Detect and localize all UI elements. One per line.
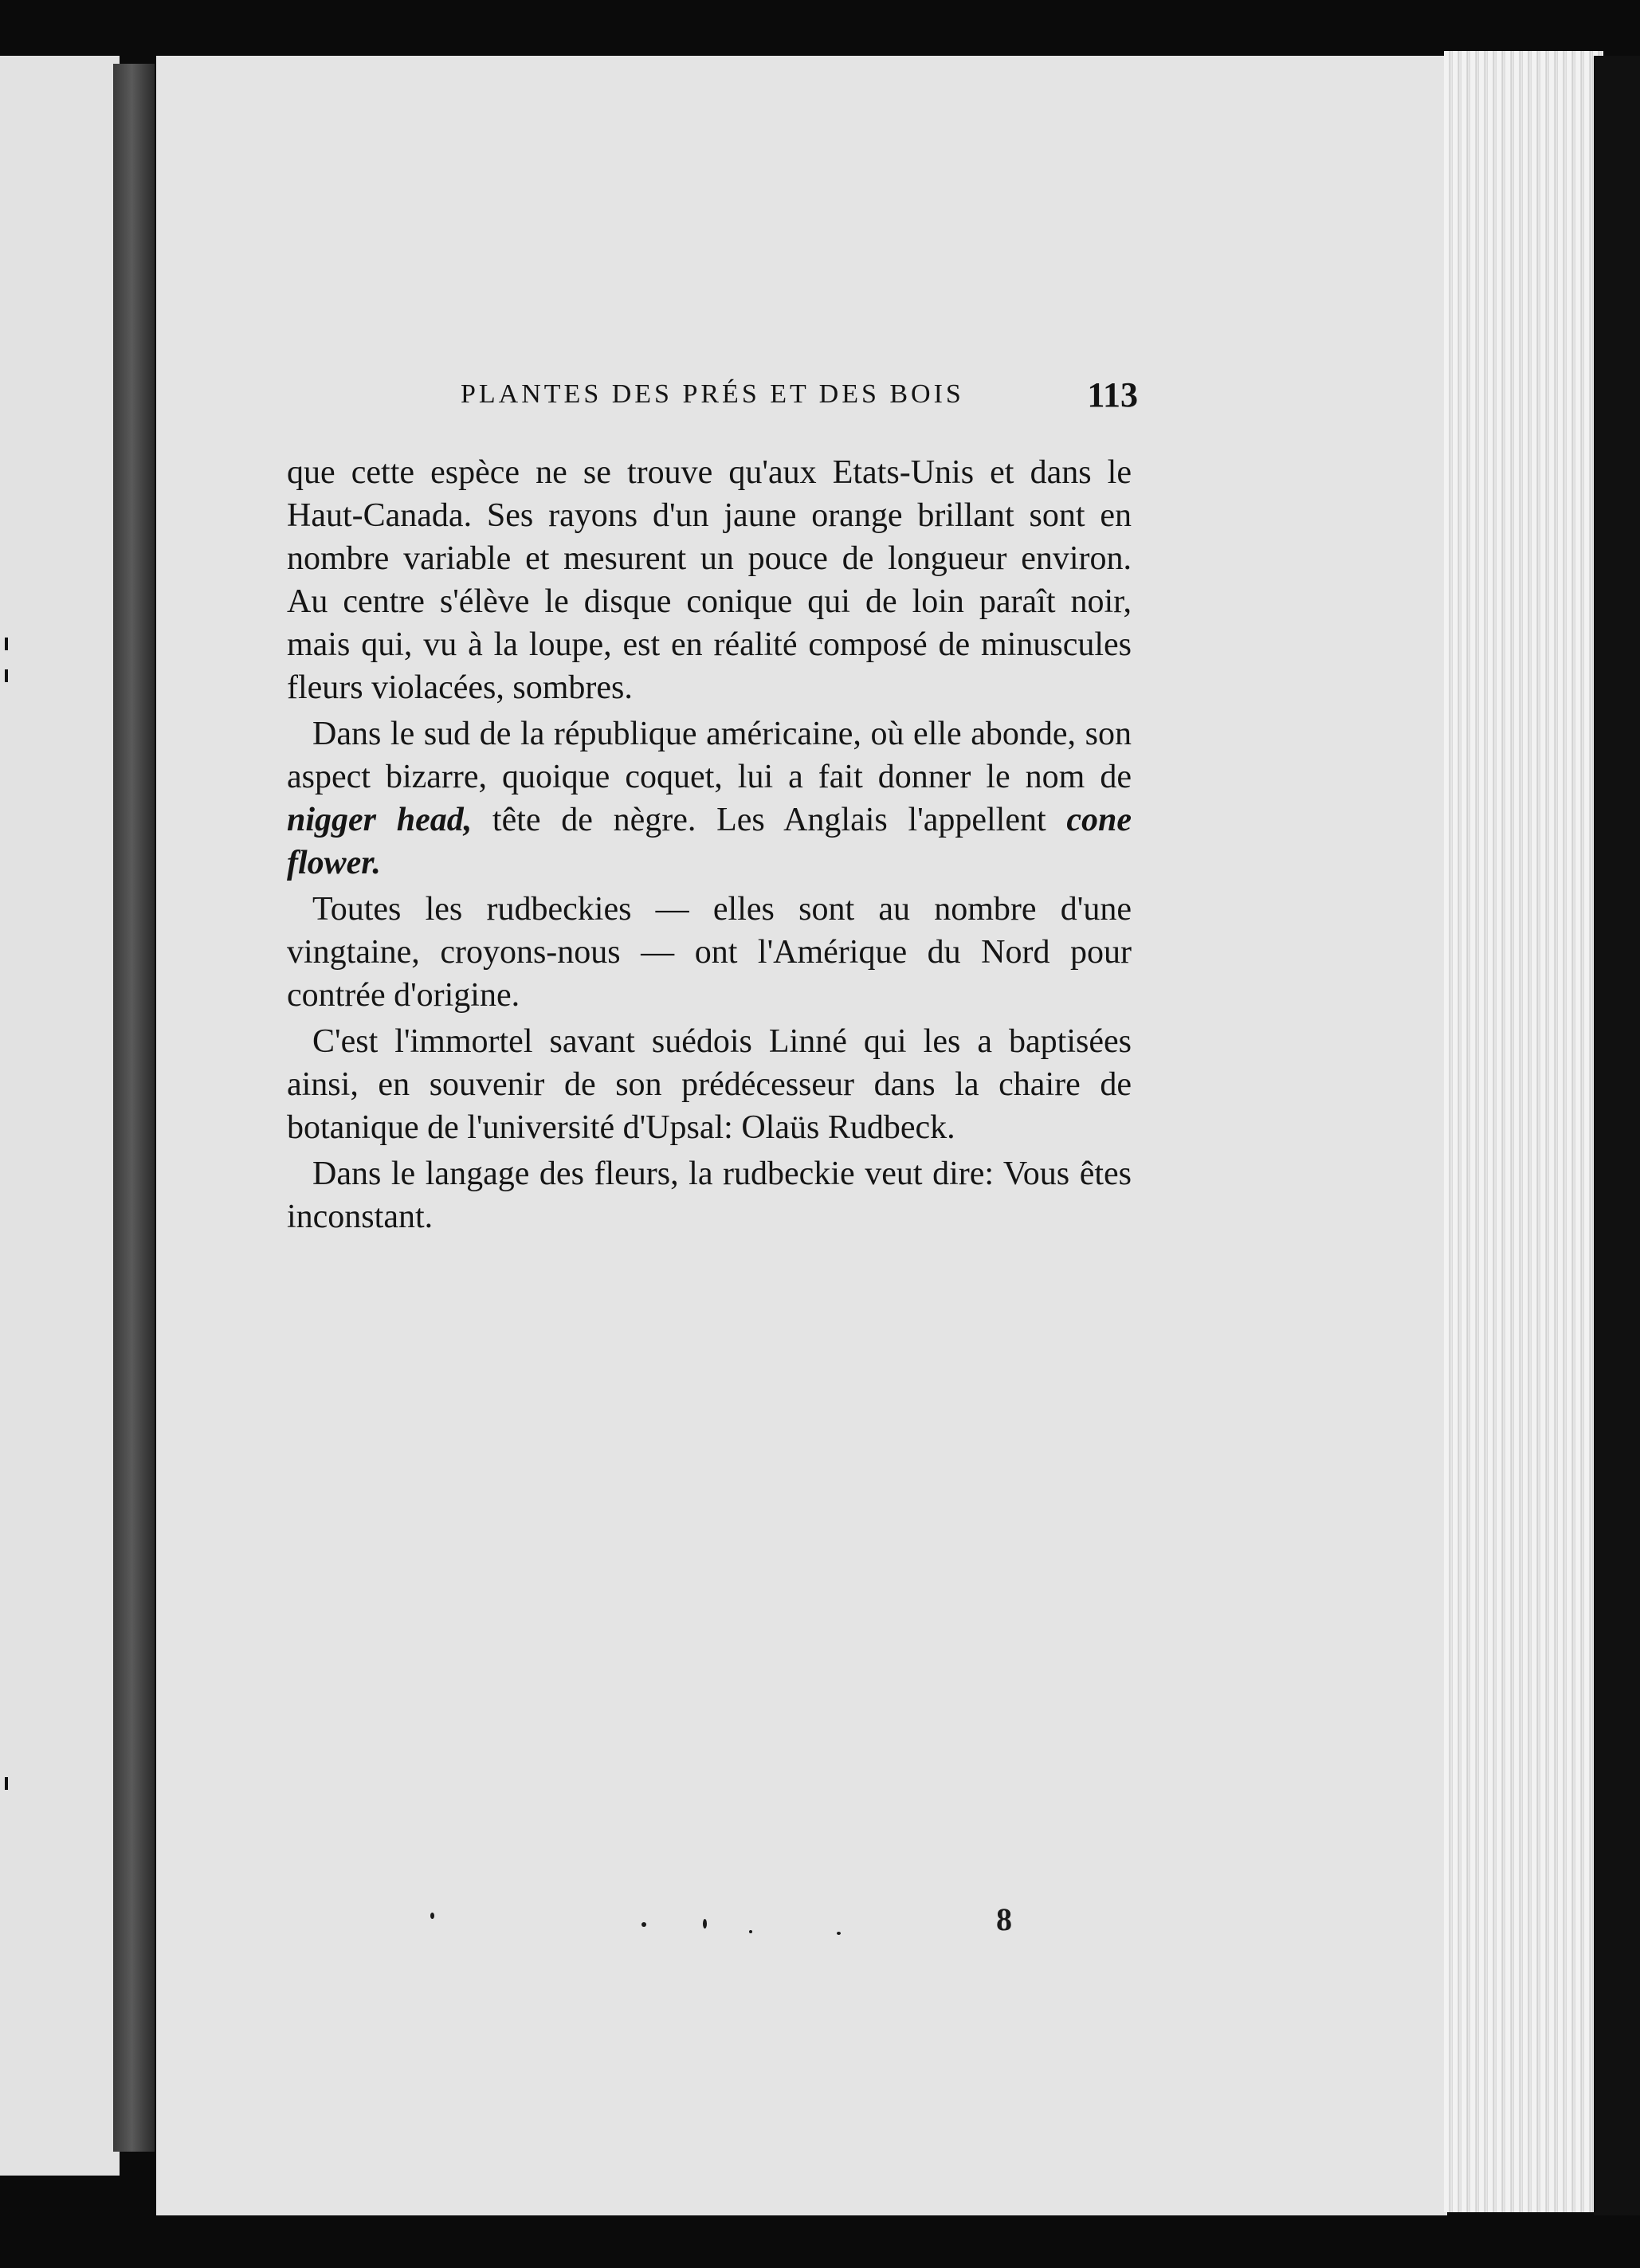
paragraph bbox=[287, 888, 1132, 1017]
italic-phrase: nigger head, bbox=[287, 802, 473, 838]
text-run: Toutes les rudbeckies — elles sont au nombre d'une vingtaine, croyons-nous — ont l'Amérique du Nord pour contrée d'origine. bbox=[287, 891, 1132, 1014]
page-edges-stack bbox=[1444, 51, 1603, 2212]
text-run: Dans le langage des fleurs, la rudbeckie veut dire: Vous êtes inconstant. bbox=[287, 1156, 1132, 1235]
text-run: C'est l'immortel savant suédois Linné qui les a baptisées ainsi, en souvenir de son prédécesseur dans la chaire de botanique de l'université d'Upsal: Olaüs Rudbeck. bbox=[287, 1023, 1132, 1146]
paragraph bbox=[287, 451, 1132, 709]
paragraph bbox=[287, 712, 1132, 885]
running-head: PLANTES DES PRÉS ET DES BOIS bbox=[461, 379, 964, 409]
text-run: Dans le sud de la république américaine, où elle abonde, son aspect bizarre, quoique coquet, lui a fait donner le nom de bbox=[287, 716, 1132, 795]
text-run: que cette espèce ne se trouve qu'aux Etats-Unis et dans le Haut-Canada. Ses rayons d'un jaune orange brillant sont en nombre variable et mesurent un pouce de longueur environ. Au centre s'élève le disque conique qui de loin paraît noir, mais qui, vu à la loupe, est en réalité composé de minuscules fleurs violacées, sombres. bbox=[287, 454, 1132, 706]
body-text bbox=[287, 451, 1132, 1242]
italic-phrase: cone flower. bbox=[287, 802, 1132, 881]
signature-mark: 8 bbox=[996, 1901, 1012, 1937]
book-gutter bbox=[113, 64, 155, 2152]
facing-page-edge bbox=[0, 56, 120, 2176]
page-number: 113 bbox=[1087, 375, 1138, 414]
scan-background bbox=[1594, 56, 1640, 2215]
page-header bbox=[461, 375, 1138, 422]
text-run: tête de nègre. Les Anglais l'appellent bbox=[472, 802, 1067, 838]
paragraph bbox=[287, 1020, 1132, 1149]
paragraph bbox=[287, 1152, 1132, 1238]
